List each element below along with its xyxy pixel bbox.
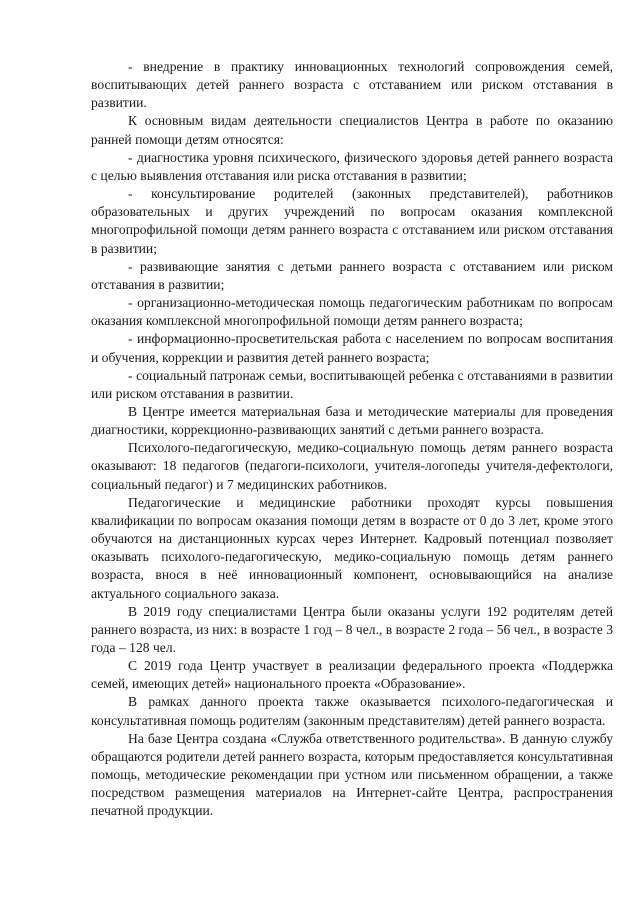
list-item-methodological-help: - организационно-методическая помощь педагогическим работникам по вопросам оказания комплексной многопрофильной помощи детям раннего возраста; (91, 295, 613, 329)
list-item-developmental-classes: - развивающие занятия с детьми раннего возраста с отставанием или риском отставания в развитии; (91, 258, 613, 292)
paragraph-statistics-2019: В 2019 году специалистами Центра были оказаны услуги 192 родителям детей раннего возраста, из них: в возрасте 1 год – 8 чел., в возрасте 2 года – 56 чел., в возрасте 3 года – 128 чел. (91, 603, 613, 655)
list-item-diagnostics: - диагностика уровня психического, физического здоровья детей раннего возраста с целью выявления отставания или риска отставания в развитии; (91, 149, 613, 183)
paragraph-material-base: В Центре имеется материальная база и методические материалы для проведения диагностики, коррекционно-развивающих занятий с детьми раннего возраста. (91, 403, 613, 438)
list-item-social-patronage: - социальный патронаж семьи, воспитывающей ребенка с отставаниями в развитии или риском отставания в развитии. (91, 367, 613, 401)
list-item-information-work: - информационно-просветительская работа с населением по вопросам воспитания и обучения, коррекции и развития детей раннего возраста; (91, 331, 613, 365)
paragraph-staff: Психолого-педагогическую, медико-социальную помощь детям раннего возраста оказывают: 18 педагогов (педагоги-психологи, учителя-логопеды учителя-дефектологи, социальный педагог) и 7 медицинских работников. (91, 440, 613, 492)
paragraph-federal-project: С 2019 года Центр участвует в реализации федерального проекта «Поддержка семей, имеющих детей» национального проекта «Образование». (91, 658, 613, 692)
paragraph-activities-heading: К основным видам деятельности специалистов Центра в работе по оказанию ранней помощи детям относятся: (91, 113, 613, 147)
paragraph-qualification: Педагогические и медицинские работники проходят курсы повышения квалификации по вопросам оказания помощи детям в возрасте от 0 до 3 лет, кроме этого обучаются на дистанционных курсах через Интернет. Кадровый потенциал позволяет оказывать психолого-педагогическую, медико-социальную помощь детям раннего возраста, внося в неё инновационный компонент, основывающийся на анализе актуального социального заказа. (91, 494, 613, 601)
paragraph-project-support: В рамках данного проекта также оказывается психолого-педагогическая и консультативная помощь родителям (законным представителям) детей раннего возраста. (91, 694, 613, 728)
list-item-consulting: - консультирование родителей (законных представителей), работников образовательных и других учреждений по вопросам оказания комплексной многопрофильной помощи детям раннего возраста с отставанием или риском отставания в развитии; (91, 186, 613, 256)
paragraph-parenting-service: На базе Центра создана «Служба ответственного родительства». В данную службу обращаются родители детей раннего возраста, которым предоставляется консультативная помощь, методические рекомендации при устном или письменном обращении, а также посредством размещения материалов на Интернет-сайте Центра, распространения печатной продукции. (91, 730, 613, 819)
document-body (91, 58, 613, 821)
paragraph-intro-innovation: - внедрение в практику инновационных технологий сопровождения семей, воспитывающих детей раннего возраста с отставанием или риском отставания в развитии. (91, 59, 613, 111)
